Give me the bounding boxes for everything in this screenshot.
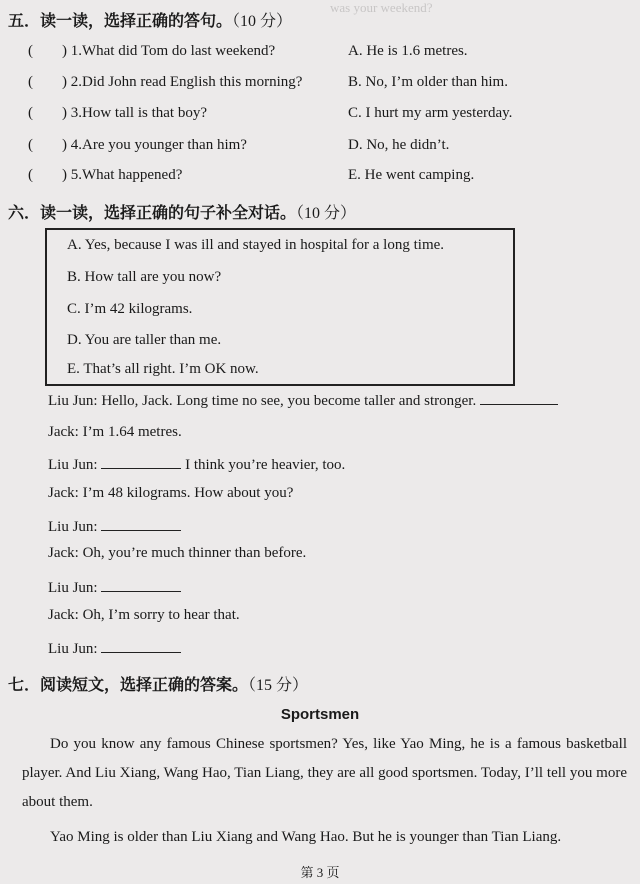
section7-title-text: 七．阅读短文，选择正确的答案。: [8, 677, 249, 694]
section7-score: （15 分）: [248, 677, 309, 694]
dialogue-speaker: Liu Jun:: [48, 519, 98, 535]
section7-title: [8, 672, 308, 695]
section5-score: （10 分）: [232, 13, 293, 30]
page-number: 第 3 页: [300, 865, 340, 880]
dialogue-line: [48, 638, 181, 658]
options-box: [45, 228, 515, 386]
answer-option: E. He went camping.: [348, 167, 475, 183]
answer-blank[interactable]: [101, 577, 181, 592]
question-text: ) 3.How tall is that boy?: [62, 105, 207, 121]
answer-option: B. No, I’m older than him.: [348, 74, 508, 90]
section5-question-row: [28, 43, 628, 65]
dialogue-option: A. Yes, because I was ill and stayed in hospital for a long time.: [67, 237, 445, 253]
section6-title-text: 六．读一读，选择正确的句子补全对话。: [8, 205, 297, 222]
answer-blank[interactable]: [101, 516, 181, 531]
answer-option: A. He is 1.6 metres.: [348, 43, 468, 59]
dialogue-line: Jack: Oh, you’re much thinner than before.: [48, 545, 307, 561]
answer-paren[interactable]: (: [28, 137, 33, 153]
section5-title: [8, 8, 292, 31]
bleed-through-text: was your weekend?: [330, 0, 433, 15]
question-text: ) 5.What happened?: [62, 167, 183, 183]
article-paragraph: Do you know any famous Chinese sportsmen? Yes, like Yao Ming, he is a famous basketball player. And Liu Xiang, Wang Hao, Tian Liang, they are all good sportsmen. Today, I’ll tell you more about them.: [22, 736, 627, 810]
section5-question-row: [28, 137, 628, 159]
dialogue-line: Jack: I’m 1.64 metres.: [48, 424, 182, 440]
answer-option: C. I hurt my arm yesterday.: [348, 105, 513, 121]
section5-question-row: [28, 167, 628, 189]
dialogue-speaker: Liu Jun:: [48, 457, 98, 473]
dialogue-line: [48, 577, 181, 597]
section5-question-row: [28, 74, 628, 96]
dialogue-line: [48, 454, 345, 474]
dialogue-line: [48, 516, 181, 536]
question-text: ) 2.Did John read English this morning?: [62, 74, 303, 90]
answer-blank[interactable]: [101, 638, 181, 653]
answer-blank[interactable]: [101, 454, 181, 469]
dialogue-line: Jack: Oh, I’m sorry to hear that.: [48, 607, 240, 623]
dialogue-option: B. How tall are you now?: [67, 269, 222, 285]
answer-paren[interactable]: (: [28, 167, 33, 183]
answer-paren[interactable]: (: [28, 74, 33, 90]
section6-title: [8, 200, 356, 223]
dialogue-line: [48, 390, 558, 410]
dialogue-speaker: Liu Jun:: [48, 641, 98, 657]
section5-title-text: 五．读一读，选择正确的答句。: [8, 13, 233, 30]
dialogue-option: E. That’s all right. I’m OK now.: [67, 361, 259, 377]
question-text: ) 4.Are you younger than him?: [62, 137, 247, 153]
question-text: ) 1.What did Tom do last weekend?: [62, 43, 276, 59]
answer-blank[interactable]: [480, 390, 558, 405]
answer-option: D. No, he didn’t.: [348, 137, 450, 153]
section6-score: （10 分）: [296, 205, 357, 222]
answer-paren[interactable]: (: [28, 105, 33, 121]
dialogue-option: C. I’m 42 kilograms.: [67, 301, 193, 317]
article-title: Sportsmen: [280, 706, 360, 723]
dialogue-option: D. You are taller than me.: [67, 332, 222, 348]
dialogue-text: Liu Jun: Hello, Jack. Long time no see, you become taller and stronger.: [48, 393, 477, 409]
section5-question-row: [28, 105, 628, 127]
dialogue-text: I think you’re heavier, too.: [185, 457, 346, 473]
dialogue-line: Jack: I’m 48 kilograms. How about you?: [48, 485, 294, 501]
dialogue-speaker: Liu Jun:: [48, 580, 98, 596]
answer-paren[interactable]: (: [28, 43, 33, 59]
article-paragraph: Yao Ming is older than Liu Xiang and Wang Hao. But he is younger than Tian Liang.: [50, 829, 562, 845]
